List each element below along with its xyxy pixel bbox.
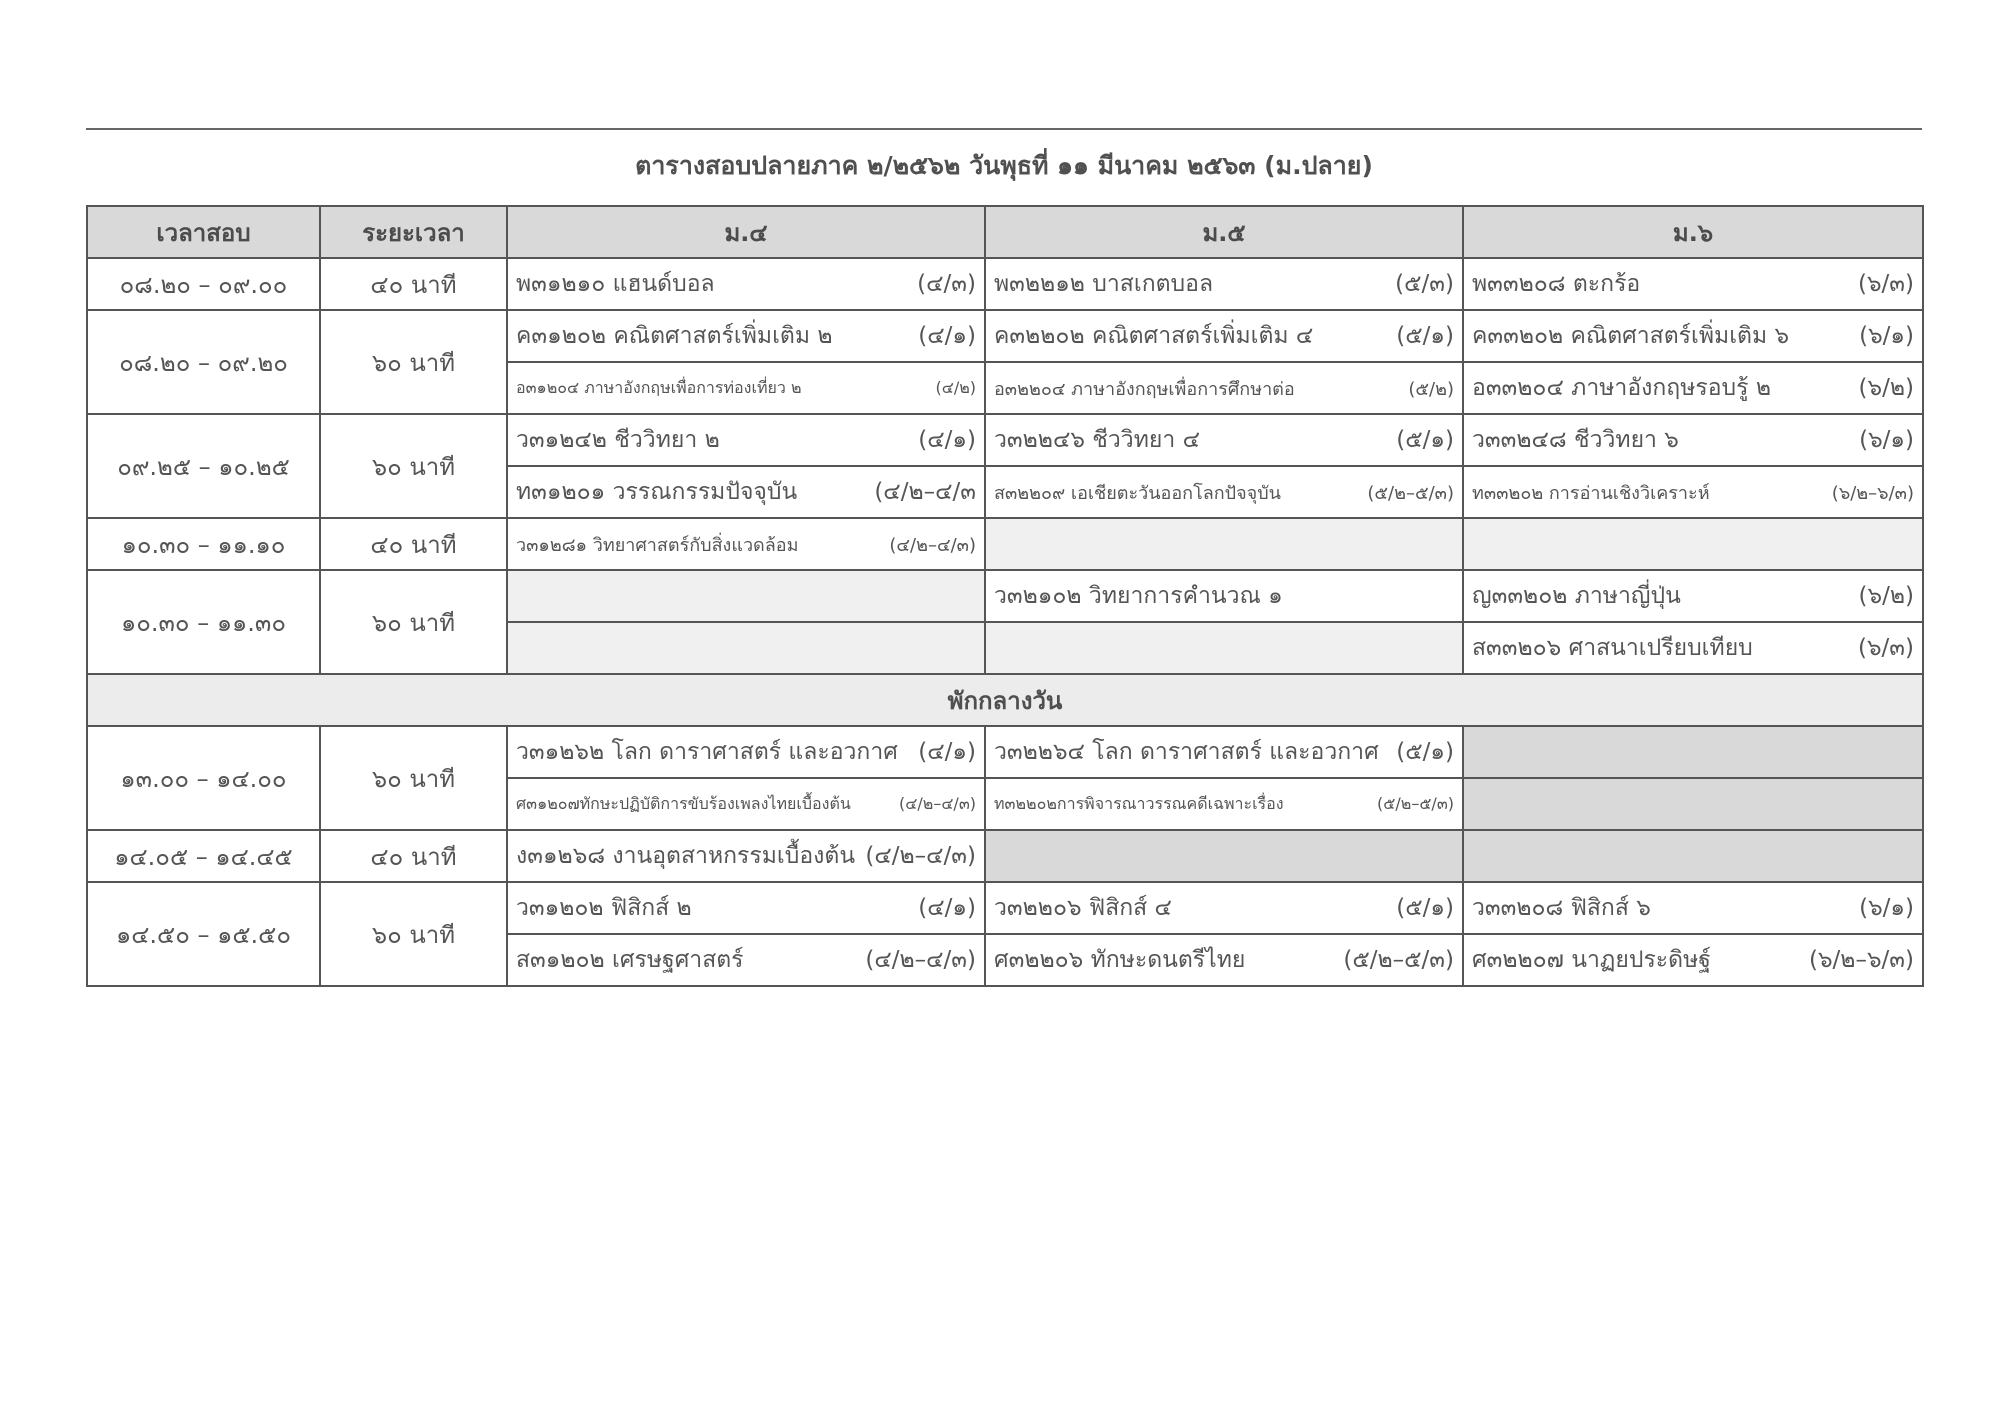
class-group: (๕/๒–๕/๓) (1377, 793, 1454, 813)
class-group: (๔/๑) (918, 323, 976, 349)
subject-cell (507, 882, 985, 934)
subject-name: อ๓๑๒๐๔ ภาษาอังกฤษเพื่อการท่องเที่ยว ๒ (516, 377, 802, 397)
class-group: (๕/๑) (1396, 323, 1454, 349)
subject-name: ค๓๑๒๐๒ คณิตศาสตร์เพิ่มเติม ๒ (516, 323, 833, 349)
subject-name: พ๓๒๒๑๒ บาสเกตบอล (994, 271, 1214, 297)
class-group: (๔/๒) (935, 377, 976, 397)
duration-cell: ๔๐ นาที (320, 830, 507, 882)
subject-cell (985, 882, 1463, 934)
subject-name: ค๓๓๒๐๒ คณิตศาสตร์เพิ่มเติม ๖ (1472, 323, 1790, 349)
duration-cell: ๖๐ นาที (320, 882, 507, 986)
class-group: (๕/๓) (1395, 271, 1454, 297)
subject-cell (1463, 934, 1923, 986)
exam-schedule-table (86, 205, 1924, 987)
class-group: (๖/๓) (1857, 635, 1914, 661)
class-group: (๖/๒–๖/๓) (1831, 482, 1914, 504)
empty-cell (985, 830, 1463, 882)
table-row (87, 414, 1923, 466)
header-m4: ม.๔ (507, 206, 985, 258)
subject-cell (985, 362, 1463, 414)
table-row (87, 310, 1923, 362)
duration-cell: ๖๐ นาที (320, 570, 507, 674)
subject-cell (507, 726, 985, 778)
subject-cell (985, 570, 1463, 622)
subject-name: พ๓๓๒๐๘ ตะกร้อ (1472, 271, 1641, 297)
subject-cell (507, 830, 985, 882)
empty-cell (507, 622, 985, 674)
subject-name: ค๓๒๒๐๒ คณิตศาสตร์เพิ่มเติม ๔ (994, 323, 1314, 349)
subject-name: ท๓๑๒๐๑ วรรณกรรมปัจจุบัน (516, 479, 798, 505)
table-row (87, 570, 1923, 622)
subject-name: อ๓๒๒๐๔ ภาษาอังกฤษเพื่อการศึกษาต่อ (994, 378, 1295, 400)
subject-cell (507, 778, 985, 830)
class-group: (๔/๑) (918, 739, 976, 765)
class-group: (๕/๑) (1396, 739, 1454, 765)
empty-cell (1463, 726, 1923, 778)
class-group: (๕/๑) (1396, 895, 1454, 921)
subject-cell (1463, 362, 1923, 414)
duration-cell: ๔๐ นาที (320, 518, 507, 570)
subject-cell (985, 414, 1463, 466)
table-row (87, 258, 1923, 310)
subject-cell (985, 258, 1463, 310)
empty-cell (507, 570, 985, 622)
class-group: (๕/๒) (1408, 378, 1454, 400)
subject-name: ว๓๑๒๘๑ วิทยาศาสตร์กับสิ่งแวดล้อม (516, 534, 799, 556)
class-group: (๖/๓) (1857, 271, 1914, 297)
lunch-break-label: พักกลางวัน (87, 674, 1923, 726)
header-m5: ม.๕ (985, 206, 1463, 258)
subject-name: ว๓๒๒๐๖ ฟิสิกส์ ๔ (994, 895, 1172, 921)
class-group: (๔/๓) (917, 271, 976, 297)
subject-cell (1463, 258, 1923, 310)
exam-time-cell: ๐๘.๒๐ – ๐๙.๐๐ (87, 258, 320, 310)
class-group: (๖/๑) (1859, 427, 1914, 453)
subject-cell (985, 466, 1463, 518)
empty-cell (1463, 778, 1923, 830)
subject-cell (985, 310, 1463, 362)
class-group: (๕/๒–๕/๓) (1343, 947, 1454, 973)
exam-time-cell: ๐๙.๒๕ – ๑๐.๒๕ (87, 414, 320, 518)
subject-name: ท๓๓๒๐๒ การอ่านเชิงวิเคราะห์ (1472, 482, 1710, 504)
subject-name: ว๓๑๒๖๒ โลก ดาราศาสตร์ และอวกาศ (516, 739, 898, 765)
duration-cell: ๖๐ นาที (320, 726, 507, 830)
page-title: ตารางสอบปลายภาค ๒/๒๕๖๒ วันพุธที่ ๑๑ มีนาคม ๒๕๖๓ (ม.ปลาย) (635, 151, 1373, 180)
table-row (87, 726, 1923, 778)
exam-time-cell: ๑๐.๓๐ – ๑๑.๓๐ (87, 570, 320, 674)
subject-cell (1463, 882, 1923, 934)
header-exam-time: เวลาสอบ (87, 206, 320, 258)
class-group: (๔/๒–๔/๓) (865, 947, 976, 973)
empty-cell (1463, 830, 1923, 882)
empty-cell (985, 518, 1463, 570)
class-group: (๖/๒) (1858, 375, 1914, 401)
subject-cell (507, 518, 985, 570)
subject-cell (985, 778, 1463, 830)
subject-name: ว๓๓๒๐๘ ฟิสิกส์ ๖ (1472, 895, 1651, 921)
subject-cell (507, 414, 985, 466)
subject-cell (985, 934, 1463, 986)
subject-name: พ๓๑๒๑๐ แฮนด์บอล (516, 271, 715, 297)
exam-time-cell: ๐๘.๒๐ – ๐๙.๒๐ (87, 310, 320, 414)
subject-name: ว๓๒๑๐๒ วิทยาการคำนวณ ๑ (994, 583, 1283, 609)
subject-name: ว๓๒๒๔๖ ชีววิทยา ๔ (994, 427, 1200, 453)
exam-time-cell: ๑๔.๐๕ – ๑๔.๔๕ (87, 830, 320, 882)
subject-name: ส๓๑๒๐๒ เศรษฐศาสตร์ (516, 947, 744, 973)
class-group: (๔/๑) (918, 427, 976, 453)
duration-cell: ๖๐ นาที (320, 310, 507, 414)
empty-cell (985, 622, 1463, 674)
subject-name: อ๓๓๒๐๔ ภาษาอังกฤษรอบรู้ ๒ (1472, 375, 1771, 401)
table-row (87, 882, 1923, 934)
class-group: (๔/๒–๔/๓) (865, 843, 976, 869)
class-group: (๔/๒–๔/๓ (874, 479, 976, 505)
subject-name: ส๓๒๒๐๙ เอเชียตะวันออกโลกปัจจุบัน (994, 482, 1281, 504)
subject-name: ศ๓๒๒๐๗ นาฏยประดิษฐ์ (1472, 947, 1711, 973)
header-m6: ม.๖ (1463, 206, 1923, 258)
subject-name: ศ๓๑๒๐๗ทักษะปฏิบัติการขับร้องเพลงไทยเบื้องต้น (516, 793, 851, 813)
subject-name: ว๓๑๒๔๒ ชีววิทยา ๒ (516, 427, 720, 453)
subject-name: ว๓๒๒๖๔ โลก ดาราศาสตร์ และอวกาศ (994, 739, 1379, 765)
duration-cell: ๔๐ นาที (320, 258, 507, 310)
empty-cell (1463, 518, 1923, 570)
subject-cell (1463, 570, 1923, 622)
class-group: (๖/๒) (1858, 583, 1914, 609)
subject-cell (507, 362, 985, 414)
duration-cell: ๖๐ นาที (320, 414, 507, 518)
class-group: (๖/๒–๖/๓) (1808, 947, 1914, 973)
subject-name: ว๓๑๒๐๒ ฟิสิกส์ ๒ (516, 895, 692, 921)
exam-time-cell: ๑๔.๕๐ – ๑๕.๕๐ (87, 882, 320, 986)
class-group: (๖/๑) (1859, 323, 1914, 349)
class-group: (๔/๑) (918, 895, 976, 921)
subject-cell (1463, 310, 1923, 362)
top-rule (86, 128, 1922, 130)
schedule-body (87, 258, 1923, 986)
exam-time-cell: ๑๓.๐๐ – ๑๔.๐๐ (87, 726, 320, 830)
subject-cell (1463, 622, 1923, 674)
subject-cell (507, 310, 985, 362)
subject-cell (507, 258, 985, 310)
table-row (87, 830, 1923, 882)
subject-name: ส๓๓๒๐๖ ศาสนาเปรียบเทียบ (1472, 635, 1753, 661)
subject-name: ญ๓๓๒๐๒ ภาษาญี่ปุ่น (1472, 583, 1681, 609)
class-group: (๔/๒–๔/๓) (889, 534, 976, 556)
table-row (87, 518, 1923, 570)
subject-name: ท๓๒๒๐๒การพิจารณาวรรณคดีเฉพาะเรื่อง (994, 793, 1284, 813)
header-row (87, 206, 1923, 258)
subject-cell (507, 934, 985, 986)
subject-name: ว๓๓๒๔๘ ชีววิทยา ๖ (1472, 427, 1679, 453)
class-group: (๖/๑) (1859, 895, 1914, 921)
subject-cell (1463, 414, 1923, 466)
lunch-break-row (87, 674, 1923, 726)
subject-cell (1463, 466, 1923, 518)
subject-cell (985, 726, 1463, 778)
header-duration: ระยะเวลา (320, 206, 507, 258)
class-group: (๕/๒–๕/๓) (1367, 482, 1454, 504)
exam-time-cell: ๑๐.๓๐ – ๑๑.๑๐ (87, 518, 320, 570)
class-group: (๕/๑) (1396, 427, 1454, 453)
subject-name: ง๓๑๒๖๘ งานอุตสาหกรรมเบื้องต้น (516, 843, 856, 869)
subject-cell (507, 466, 985, 518)
subject-name: ศ๓๒๒๐๖ ทักษะดนตรีไทย (994, 947, 1246, 973)
class-group: (๔/๒–๔/๓) (899, 793, 976, 813)
